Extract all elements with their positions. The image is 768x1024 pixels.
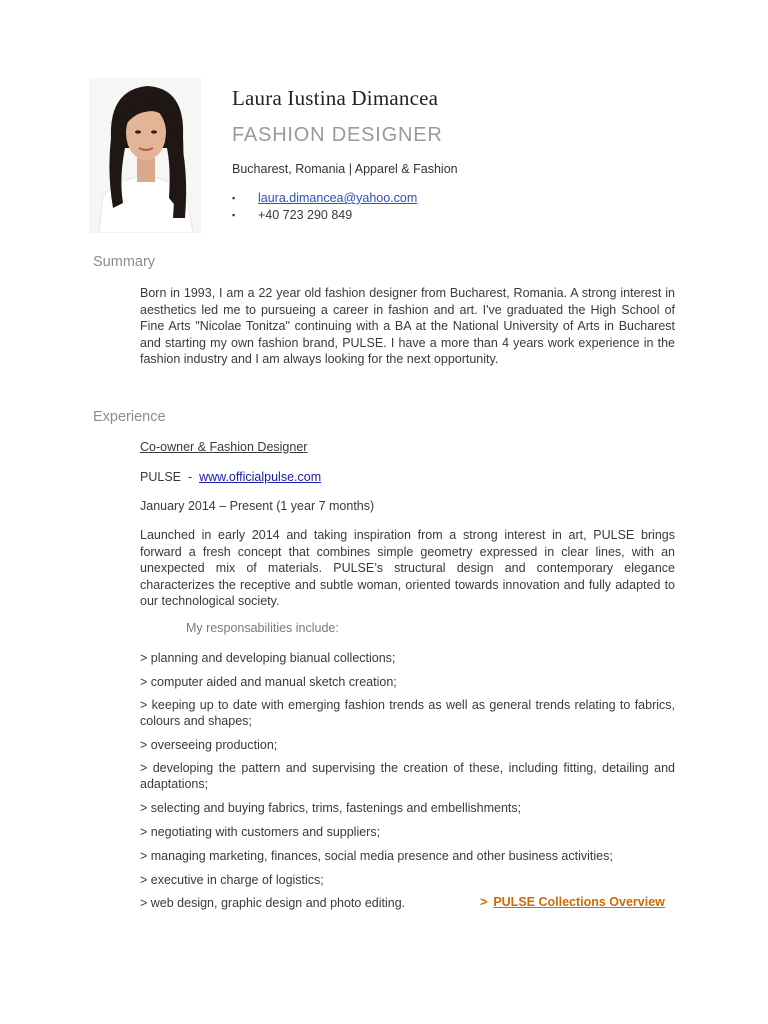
bullet-icon: ▪ [232, 210, 236, 220]
list-item: > selecting and buying fabrics, trims, fastenings and embellishments; [140, 801, 522, 815]
list-item: > planning and developing bianual collections; [140, 651, 396, 665]
position-title: Co-owner & Fashion Designer [140, 440, 308, 454]
collections-overview-label[interactable]: PULSE Collections Overview [493, 895, 665, 909]
contact-phone-item [232, 207, 417, 224]
list-item: > computer aided and manual sketch creation; [140, 675, 397, 689]
responsibilities-label: My responsabilities include: [186, 621, 339, 635]
company-name: PULSE [140, 470, 181, 484]
experience-heading: Experience [93, 409, 166, 425]
collections-overview-link[interactable] [480, 895, 665, 909]
company-separator: - [181, 470, 200, 484]
job-title: FASHION DESIGNER [232, 124, 443, 146]
list-item: > executive in charge of logistics; [140, 873, 324, 887]
email-link[interactable]: laura.dimancea@yahoo.com [258, 191, 418, 205]
list-item: > overseeing production; [140, 738, 278, 752]
summary-text: Born in 1993, I am a 22 year old fashion designer from Bucharest, Romania. A strong interest in aesthetics led me to pursueing a career in fashion and art. I've graduated the High School of Fine Arts "Nicolae Tonitza" continuing with a BA at the National University of Arts in Bucharest and starting my own fashion brand, PULSE. I have a more than 4 years work experience in the fashion industry and I am always looking for the next opportunity. [140, 286, 675, 366]
list-item: > keeping up to date with emerging fashion trends as well as general trends relating to fabrics, colours and shapes; [140, 698, 675, 728]
company-line [140, 470, 321, 484]
contact-email-item [232, 190, 417, 207]
arrow-icon: > [480, 895, 488, 909]
profile-photo [89, 78, 201, 233]
phone-number: +40 723 290 849 [258, 208, 353, 222]
bullet-icon: ▪ [232, 193, 236, 203]
list-item: > managing marketing, finances, social media presence and other business activities; [140, 849, 613, 863]
company-description: Launched in early 2014 and taking inspiration from a strong interest in art, PULSE brings forward a fresh concept that combines simple geometry expressed in clear lines, with an unexpected mix of materials. PULSE’s structural design and contemporary elegance characterizes the receptive and subtle woman, oriented towards innovation and fully adapted to our technological society. [140, 528, 675, 608]
candidate-name: Laura Iustina Dimancea [232, 86, 439, 110]
portrait-image [89, 78, 201, 233]
company-website-link[interactable]: www.officialpulse.com [199, 470, 322, 484]
employment-period: January 2014 – Present (1 year 7 months) [140, 499, 375, 513]
summary-heading: Summary [93, 254, 156, 270]
location-industry: Bucharest, Romania | Apparel & Fashion [232, 162, 458, 176]
list-item: > negotiating with customers and suppliers; [140, 825, 381, 839]
list-item: > developing the pattern and supervising the creation of these, including fitting, detailing and adaptations; [140, 761, 675, 791]
contact-list [232, 190, 417, 224]
list-item: > web design, graphic design and photo editing. [140, 896, 406, 910]
